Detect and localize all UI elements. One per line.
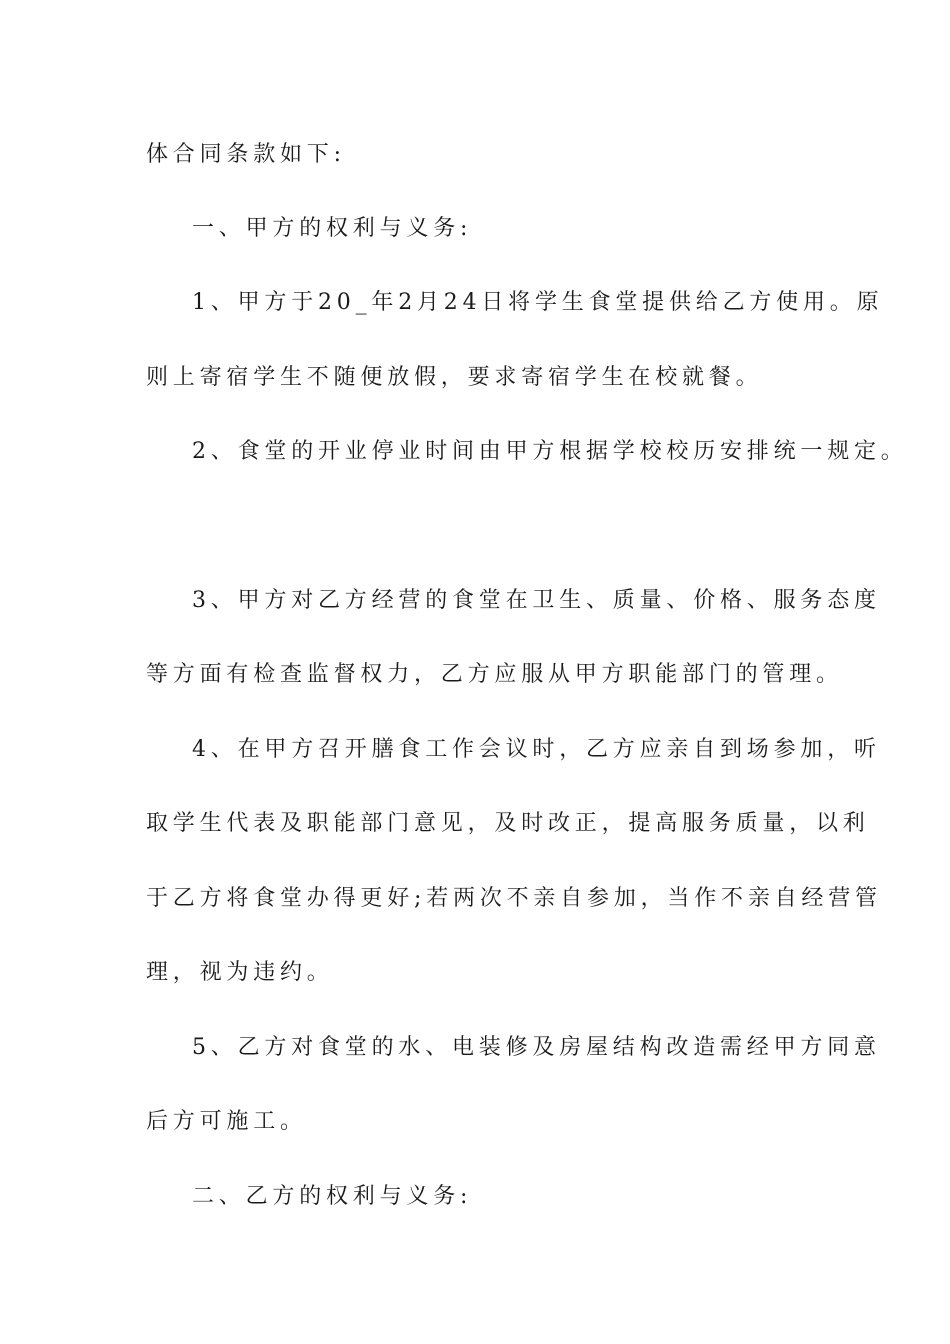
clause-4-line-3: 于乙方将食堂办得更好;若两次不亲自参加，当作不亲自经营管 — [146, 886, 882, 911]
clause-4-line-1: 4、在甲方召开膳食工作会议时，乙方应亲自到场参加，听 — [192, 737, 881, 762]
clause-1-line-1: 1、甲方于20_年2月24日将学生食堂提供给乙方使用。原 — [192, 290, 884, 315]
clause-3-line-1: 3、甲方对乙方经营的食堂在卫生、质量、价格、服务态度 — [192, 588, 881, 613]
clause-5-line-1: 5、乙方对食堂的水、电装修及房屋结构改造需经甲方同意 — [192, 1035, 881, 1060]
clause-3-line-2: 等方面有检查监督权力，乙方应服从甲方职能部门的管理。 — [146, 662, 843, 687]
text-line-1: 体合同条款如下: — [146, 142, 346, 167]
clause-4-line-2: 取学生代表及职能部门意见，及时改正，提高服务质量，以利 — [146, 811, 870, 836]
clause-1-line-2: 则上寄宿学生不随便放假，要求寄宿学生在校就餐。 — [146, 365, 763, 390]
clause-4-line-4: 理，视为违约。 — [146, 960, 334, 985]
clause-5-line-2: 后方可施工。 — [146, 1109, 307, 1134]
clause-2-line-1: 2、食堂的开业停业时间由甲方根据学校校历安排统一规定。 — [192, 439, 908, 464]
section-heading-party-b: 二、乙方的权利与义务: — [192, 1184, 473, 1209]
section-heading-party-a: 一、甲方的权利与义务: — [192, 216, 473, 241]
